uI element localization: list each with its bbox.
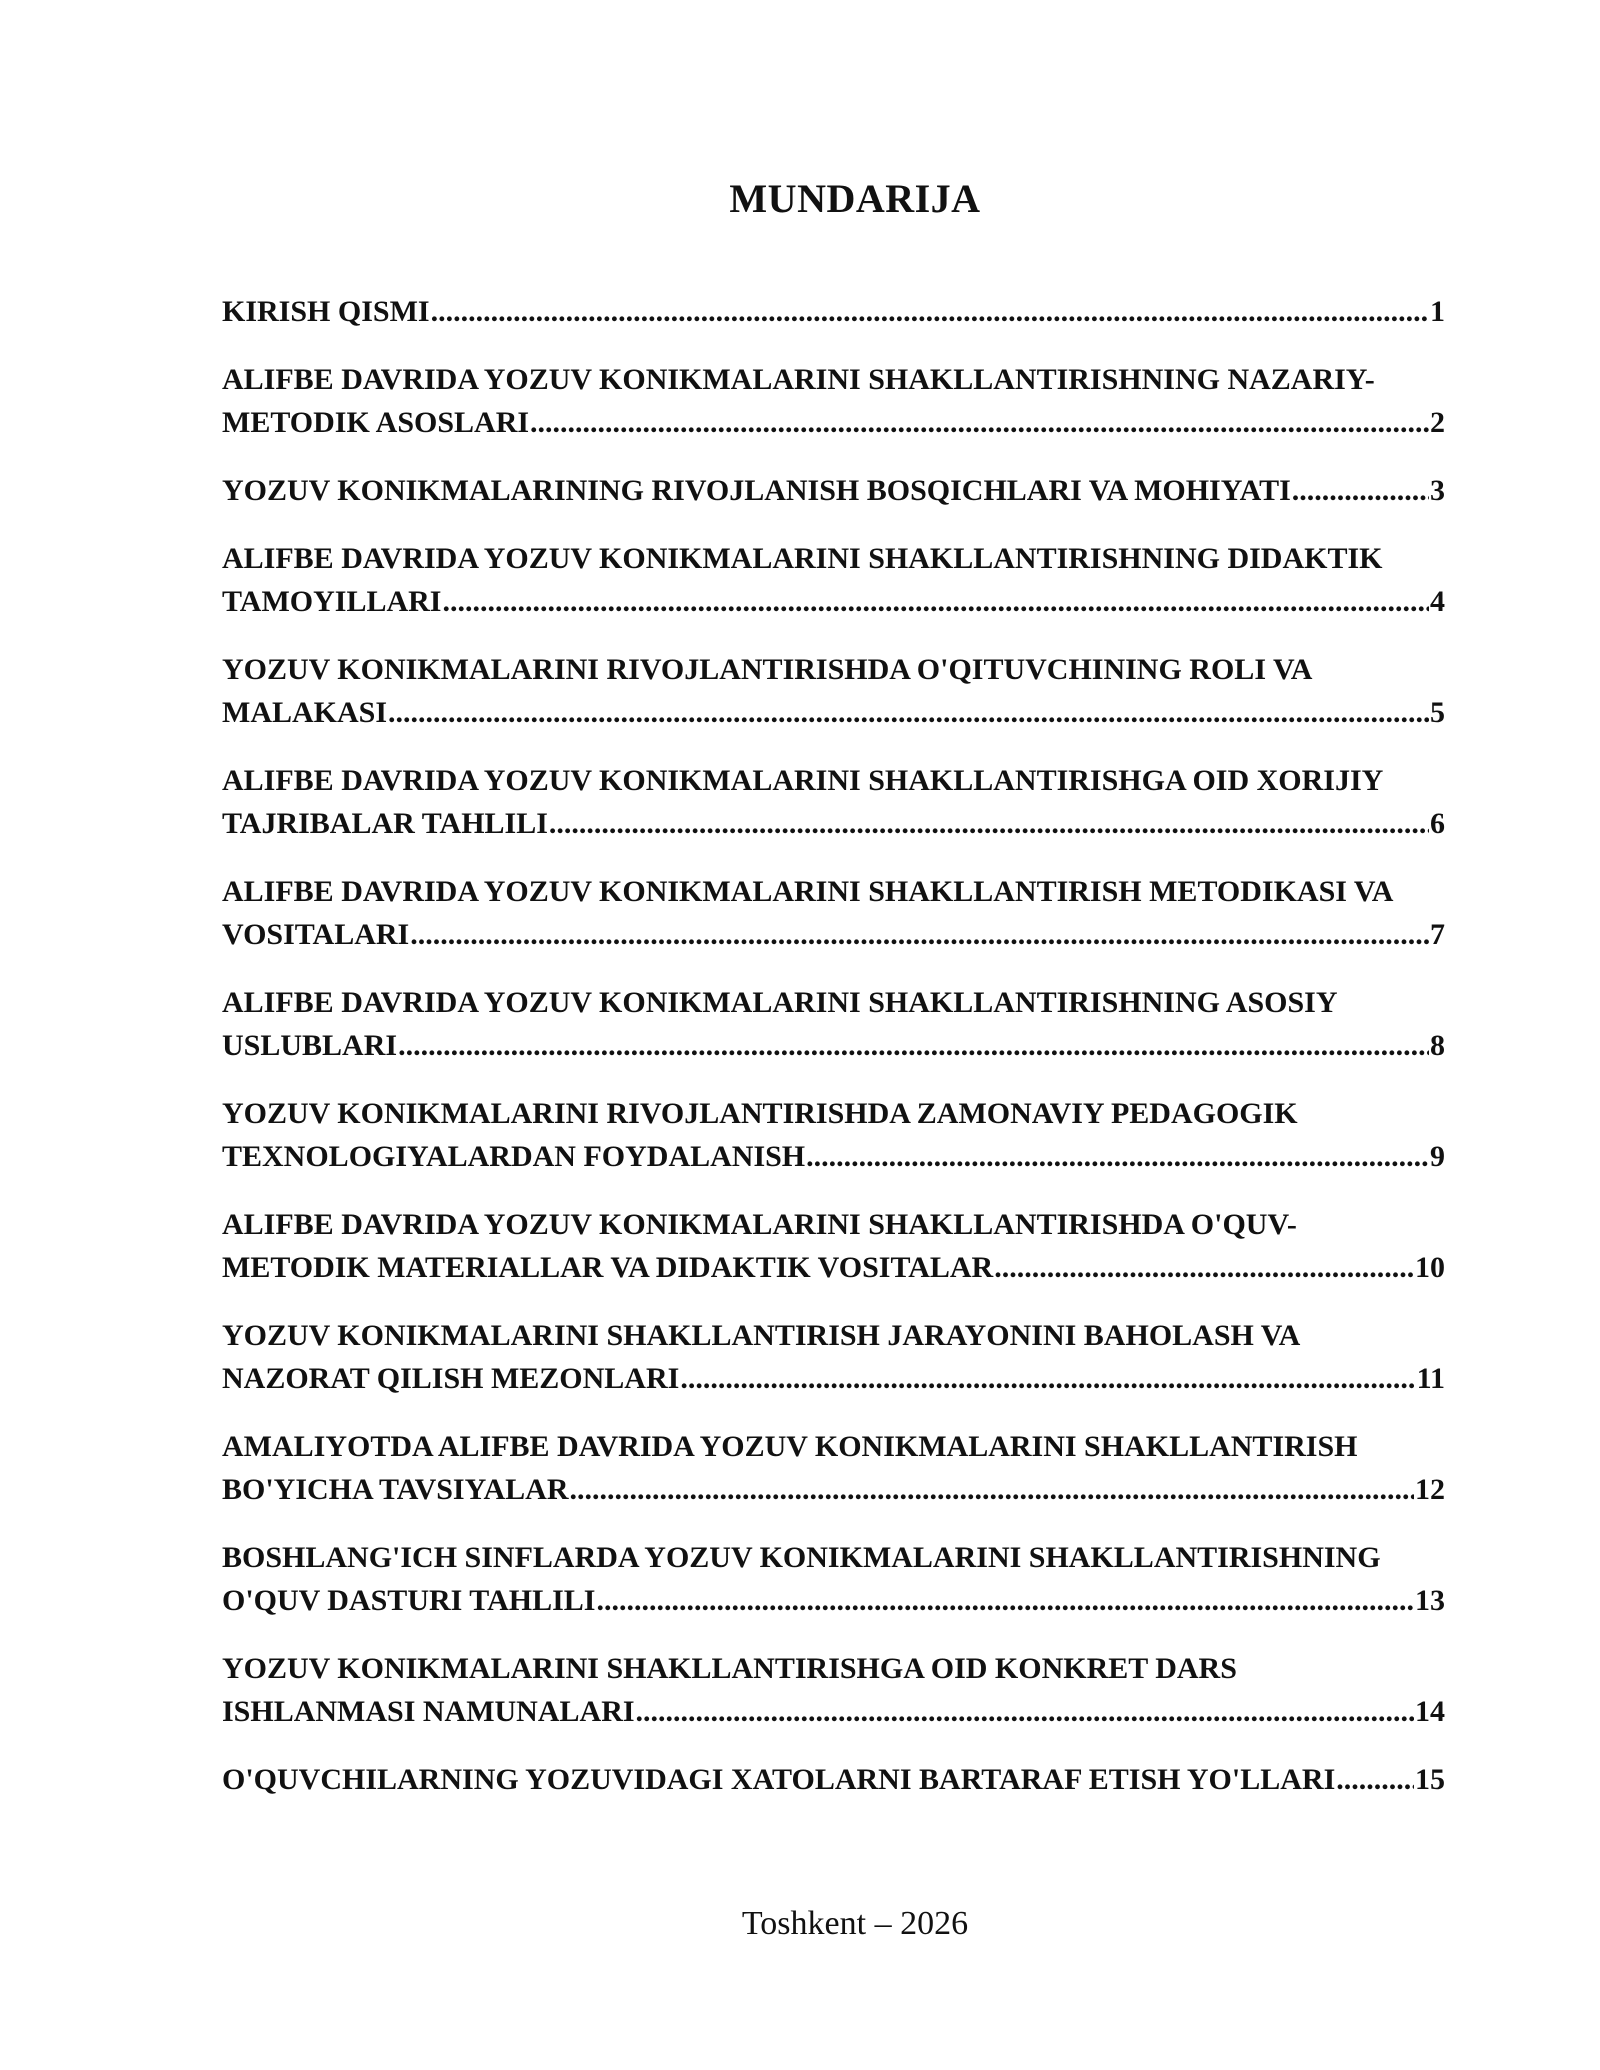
toc-page-number: 2 xyxy=(1430,406,1445,439)
toc-entry-leader-line xyxy=(222,1135,1445,1178)
toc-entry[interactable] xyxy=(222,358,1445,444)
toc-entry[interactable] xyxy=(222,1758,1445,1801)
toc-entry-title-line2: KIRISH QISMI xyxy=(222,295,430,328)
toc-page-number: 1 xyxy=(1430,295,1445,328)
dot-leader xyxy=(1336,1758,1414,1801)
toc-entry[interactable] xyxy=(222,537,1445,623)
footer-place-year: Toshkent – 2026 xyxy=(741,1905,969,1942)
toc-entry-title-line2: USLUBLARI xyxy=(222,1029,398,1062)
toc-entry-title-line1: YOZUV KONIKMALARINI RIVOJLANTIRISHDA ZAMONAVIY PEDAGOGIK xyxy=(222,1097,1298,1130)
toc-entry-title-line2: O'QUVCHILARNING YOZUVIDAGI XATOLARNI BARTARAF ETISH YO'LLARI xyxy=(222,1763,1336,1796)
toc-entry-title-line1: ALIFBE DAVRIDA YOZUV KONIKMALARINI SHAKLLANTIRISHNING DIDAKTIK xyxy=(222,542,1383,575)
toc-entry-title-line2: NAZORAT QILISH MEZONLARI xyxy=(222,1362,680,1395)
dot-leader xyxy=(388,691,1429,734)
toc-page-number: 10 xyxy=(1415,1251,1445,1284)
toc-entry-leader-line xyxy=(222,1468,1445,1511)
toc-entry[interactable] xyxy=(222,981,1445,1067)
dot-leader xyxy=(442,580,1429,623)
toc-page-number: 8 xyxy=(1430,1029,1445,1062)
dot-leader xyxy=(680,1357,1415,1400)
toc-entry-title-line2: BO'YICHA TAVSIYALAR xyxy=(222,1473,569,1506)
toc-entry-leader-line xyxy=(222,290,1445,333)
toc-page-number: 15 xyxy=(1415,1763,1445,1796)
toc-entry-title-line2: ISHLANMASI NAMUNALARI xyxy=(222,1695,635,1728)
toc-entry-leader-line xyxy=(222,691,1445,734)
toc-entry[interactable] xyxy=(222,1647,1445,1733)
toc-entry[interactable] xyxy=(222,290,1445,333)
toc-page-number: 4 xyxy=(1430,585,1445,618)
toc-entry-title-line1: ALIFBE DAVRIDA YOZUV KONIKMALARINI SHAKLLANTIRISHGA OID XORIJIY xyxy=(222,764,1384,797)
toc-entry-title-line1: ALIFBE DAVRIDA YOZUV KONIKMALARINI SHAKLLANTIRISH METODIKASI VA xyxy=(222,875,1394,908)
dot-leader xyxy=(570,1468,1414,1511)
toc-entry-leader-line xyxy=(222,1758,1445,1801)
toc-entry-leader-line xyxy=(222,1024,1445,1067)
toc-page-number: 11 xyxy=(1416,1362,1445,1395)
toc-entry-title-line1: YOZUV KONIKMALARINI SHAKLLANTIRISH JARAYONINI BAHOLASH VA xyxy=(222,1319,1301,1352)
toc-entry-title-line1: BOSHLANG'ICH SINFLARDA YOZUV KONIKMALARINI SHAKLLANTIRISHNING xyxy=(222,1541,1381,1574)
toc-entry[interactable] xyxy=(222,1203,1445,1289)
toc-entry-title-line1: YOZUV KONIKMALARINI RIVOJLANTIRISHDA O'QITUVCHINING ROLI VA xyxy=(222,653,1313,686)
toc-entry[interactable] xyxy=(222,648,1445,734)
toc-entry-leader-line xyxy=(222,1690,1445,1733)
dot-leader xyxy=(1292,469,1429,512)
toc-entry-title-line1: ALIFBE DAVRIDA YOZUV KONIKMALARINI SHAKLLANTIRISHDA O'QUV- xyxy=(222,1208,1297,1241)
toc-page-number: 9 xyxy=(1430,1140,1445,1173)
table-of-contents xyxy=(222,290,1445,1801)
toc-entry-leader-line xyxy=(222,913,1445,956)
toc-entry-leader-line xyxy=(222,1357,1445,1400)
toc-page-number: 5 xyxy=(1430,696,1445,729)
toc-page-number: 12 xyxy=(1415,1473,1445,1506)
toc-page-number: 3 xyxy=(1430,474,1445,507)
toc-entry[interactable] xyxy=(222,759,1445,845)
toc-entry-title-line2: METODIK MATERIALLAR VA DIDAKTIK VOSITALAR xyxy=(222,1251,994,1284)
toc-entry-title-line1: ALIFBE DAVRIDA YOZUV KONIKMALARINI SHAKLLANTIRISHNING NAZARIY- xyxy=(222,363,1375,396)
toc-entry-title-line2: TAMOYILLARI xyxy=(222,585,442,618)
toc-entry-leader-line xyxy=(222,401,1445,444)
toc-entry[interactable] xyxy=(222,1314,1445,1400)
toc-entry[interactable] xyxy=(222,1536,1445,1622)
toc-entry-leader-line xyxy=(222,802,1445,845)
dot-leader xyxy=(596,1579,1414,1622)
toc-entry-leader-line xyxy=(222,469,1445,512)
toc-entry[interactable] xyxy=(222,469,1445,512)
dot-leader xyxy=(636,1690,1414,1733)
toc-entry-title-line2: TEXNOLOGIYALARDAN FOYDALANISH xyxy=(222,1140,806,1173)
toc-entry[interactable] xyxy=(222,1425,1445,1511)
toc-entry-title-line2: MALAKASI xyxy=(222,696,388,729)
toc-entry-title-line1: AMALIYOTDA ALIFBE DAVRIDA YOZUV KONIKMALARINI SHAKLLANTIRISH xyxy=(222,1430,1358,1463)
toc-entry-title-line1: ALIFBE DAVRIDA YOZUV KONIKMALARINI SHAKLLANTIRISHNING ASOSIY xyxy=(222,986,1338,1019)
toc-entry-title-line2: VOSITALARI xyxy=(222,918,410,951)
dot-leader xyxy=(549,802,1429,845)
dot-leader xyxy=(530,401,1429,444)
toc-entry-title-line2: METODIK ASOSLARI xyxy=(222,406,530,439)
toc-entry-title-line1: YOZUV KONIKMALARINI SHAKLLANTIRISHGA OID KONKRET DARS xyxy=(222,1652,1237,1685)
toc-entry-title-line2: O'QUV DASTURI TAHLILI xyxy=(222,1584,596,1617)
dot-leader xyxy=(994,1246,1414,1289)
toc-entry-leader-line xyxy=(222,580,1445,623)
toc-entry[interactable] xyxy=(222,870,1445,956)
dot-leader xyxy=(410,913,1429,956)
toc-entry-title-line2: YOZUV KONIKMALARINING RIVOJLANISH BOSQICHLARI VA MOHIYATI xyxy=(222,474,1291,507)
page-title: MUNDARIJA xyxy=(729,175,981,221)
dot-leader xyxy=(398,1024,1429,1067)
toc-page-number: 6 xyxy=(1430,807,1445,840)
toc-entry-leader-line xyxy=(222,1579,1445,1622)
dot-leader xyxy=(431,290,1429,333)
toc-page-number: 13 xyxy=(1415,1584,1445,1617)
toc-page-number: 14 xyxy=(1415,1695,1445,1728)
dot-leader xyxy=(806,1135,1429,1178)
toc-entry[interactable] xyxy=(222,1092,1445,1178)
toc-entry-title-line2: TAJRIBALAR TAHLILI xyxy=(222,807,548,840)
toc-entry-leader-line xyxy=(222,1246,1445,1289)
toc-page-number: 7 xyxy=(1430,918,1445,951)
